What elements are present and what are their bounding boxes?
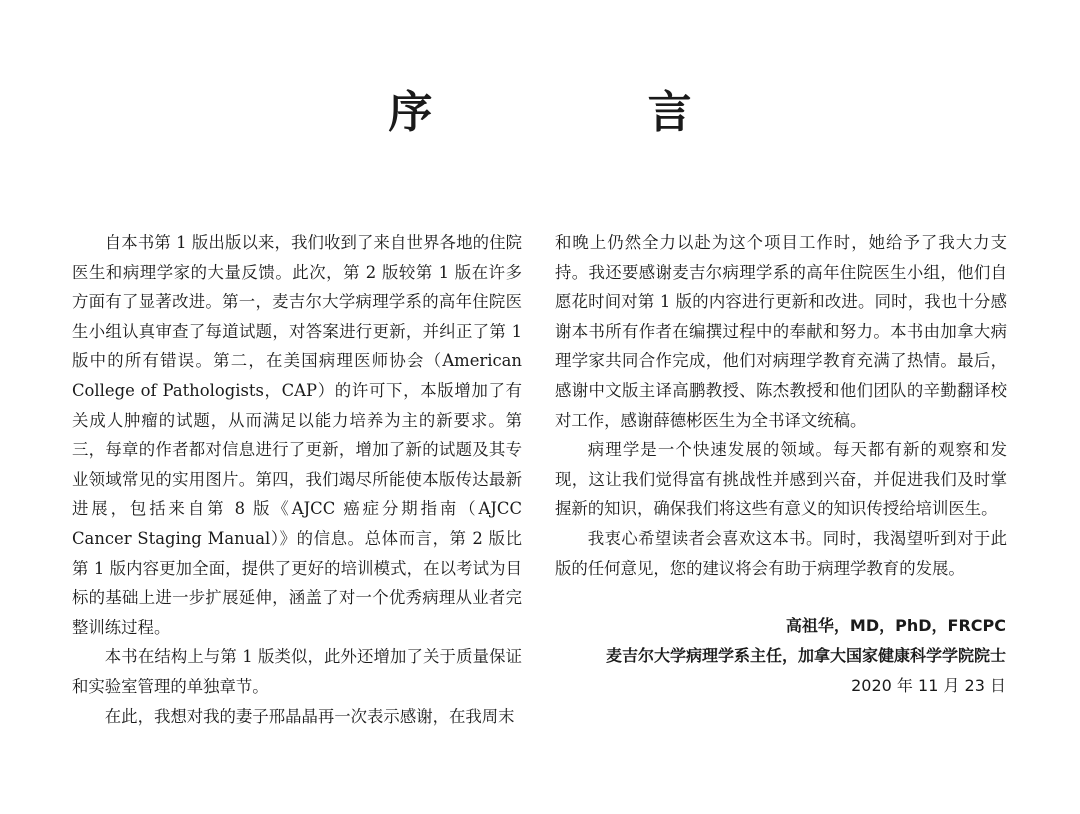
- author-title: 麦吉尔大学病理学系主任，加拿大国家健康科学学院院士: [605, 646, 1006, 665]
- paragraph-acknowledgement-continued: 和晚上仍然全力以赴为这个项目工作时，她给予了我大力支持。我还要感谢麦吉尔病理学系的高年住院医生小组，他们自愿花时间对第 1 版的内容进行更新和改进。同时，我也十分感谢本书所有作者在编撰过程中的奉献和努力。本书由加拿大病理学家共同合作完成，他们对病理学教育充满了热情。最后，感谢中文版主译高鹏教授、陈杰教授和他们团队的辛勤翻译校对工作，感谢薛德彬医生为全书译文统稿。: [555, 233, 1007, 430]
- paragraph-pathology-field: 病理学是一个快速发展的领域。每天都有新的观察和发现，这让我们觉得富有挑战性并感到兴奋，并促进我们及时掌握新的知识，确保我们将这些有意义的知识传授给培训医生。: [555, 440, 1007, 519]
- paragraph-acknowledgement-start: 在此，我想对我的妻子邢晶晶再一次表示感谢，在我周末: [104, 706, 515, 726]
- paragraph-feedback-improvements: 自本书第 1 版出版以来，我们收到了来自世界各地的住院医生和病理学家的大量反馈。此次，第 2 版较第 1 版在许多方面有了显著改进。第一，麦吉尔大学病理学系的高年住院医生小组认真审查了每道试题，对答案进行更新，并纠正了第 1 版中的所有错误。第二，在美国病理医师协会（American College of Pathologists，CAP）的许可下，本版增加了有关成人肿瘤的试题，从而满足以能力培养为主的新要求。第三，每章的作者都对信息进行了更新，增加了新的试题及其专业领域常见的实用图片。第四，我们竭尽所能使本版传达最新进展，包括来自第 8 版《AJCC 癌症分期指南（AJCC Cancer Staging Manual）》的信息。总体而言，第 2 版比第 1 版内容更加全面，提供了更好的培训模式，在以考试为目标的基础上进一步扩展延伸，涵盖了对一个优秀病理从业者完整训练过程。: [72, 233, 522, 637]
- paragraph-structure: 本书在结构上与第 1 版类似，此外还增加了关于质量保证和实验室管理的单独章节。: [72, 647, 522, 696]
- signature-date: 2020 年 11 月 23 日: [851, 676, 1006, 695]
- page-title: 序 言: [388, 87, 792, 138]
- left-column: [72, 228, 522, 731]
- author-name: 高祖华，MD，PhD，FRCPC: [785, 616, 1006, 635]
- signature-block: [606, 611, 1006, 701]
- paragraph-closing-wish: 我衷心希望读者会喜欢这本书。同时，我渴望听到对于此版的任何意见，您的建议将会有助于病理学教育的发展。: [555, 528, 1007, 578]
- right-column: [555, 228, 1007, 583]
